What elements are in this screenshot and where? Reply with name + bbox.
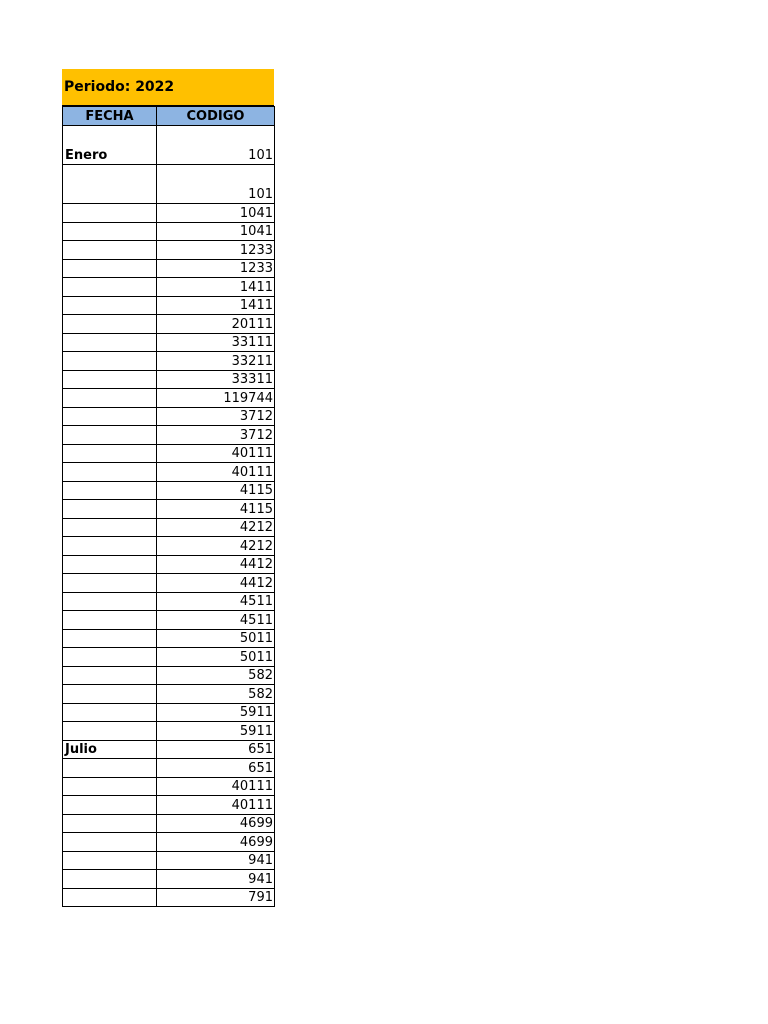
fecha-cell[interactable] bbox=[63, 463, 157, 482]
table-row bbox=[63, 389, 275, 408]
table-row bbox=[63, 333, 275, 352]
table-row bbox=[63, 426, 275, 445]
table-row bbox=[63, 241, 275, 260]
codigo-cell[interactable]: 4115 bbox=[157, 481, 275, 500]
table-row bbox=[63, 611, 275, 630]
table-row bbox=[63, 315, 275, 334]
codigo-cell[interactable]: 101 bbox=[157, 165, 275, 204]
codigo-cell[interactable]: 791 bbox=[157, 888, 275, 907]
codigo-cell[interactable]: 119744 bbox=[157, 389, 275, 408]
spreadsheet bbox=[62, 69, 274, 907]
table-row bbox=[63, 722, 275, 741]
table-row bbox=[63, 814, 275, 833]
codigo-cell[interactable]: 4115 bbox=[157, 500, 275, 519]
table-row bbox=[63, 888, 275, 907]
codigo-cell[interactable]: 40111 bbox=[157, 796, 275, 815]
table-row bbox=[63, 204, 275, 223]
fecha-cell[interactable] bbox=[63, 629, 157, 648]
codigo-cell[interactable]: 582 bbox=[157, 685, 275, 704]
fecha-cell[interactable] bbox=[63, 611, 157, 630]
table-row bbox=[63, 481, 275, 500]
codigo-cell[interactable]: 1411 bbox=[157, 296, 275, 315]
table-row bbox=[63, 296, 275, 315]
codigo-cell[interactable]: 4511 bbox=[157, 611, 275, 630]
table-row bbox=[63, 500, 275, 519]
header-row bbox=[63, 107, 275, 126]
table-row bbox=[63, 796, 275, 815]
fecha-cell[interactable] bbox=[63, 165, 157, 204]
fecha-cell[interactable] bbox=[63, 796, 157, 815]
table-row bbox=[63, 537, 275, 556]
fecha-cell[interactable] bbox=[63, 222, 157, 241]
codigo-cell[interactable]: 40111 bbox=[157, 777, 275, 796]
codigo-cell[interactable]: 651 bbox=[157, 740, 275, 759]
codigo-cell[interactable]: 1233 bbox=[157, 259, 275, 278]
fecha-cell[interactable] bbox=[63, 278, 157, 297]
table-row bbox=[63, 165, 275, 204]
fecha-cell[interactable] bbox=[63, 592, 157, 611]
codigo-cell[interactable]: 4699 bbox=[157, 833, 275, 852]
codigo-cell[interactable]: 651 bbox=[157, 759, 275, 778]
fecha-cell[interactable] bbox=[63, 648, 157, 667]
codigo-cell[interactable]: 40111 bbox=[157, 463, 275, 482]
codigo-cell[interactable]: 40111 bbox=[157, 444, 275, 463]
fecha-cell[interactable] bbox=[63, 296, 157, 315]
table-row bbox=[63, 592, 275, 611]
table-row bbox=[63, 648, 275, 667]
table-row bbox=[63, 278, 275, 297]
codigo-cell[interactable]: 4212 bbox=[157, 518, 275, 537]
fecha-cell[interactable] bbox=[63, 389, 157, 408]
fecha-cell[interactable] bbox=[63, 500, 157, 519]
table-row bbox=[63, 629, 275, 648]
fecha-cell[interactable] bbox=[63, 666, 157, 685]
codigo-header: CODIGO bbox=[157, 107, 275, 126]
fecha-cell[interactable] bbox=[63, 481, 157, 500]
table-row bbox=[63, 870, 275, 889]
fecha-cell[interactable] bbox=[63, 888, 157, 907]
codigo-cell[interactable]: 5911 bbox=[157, 722, 275, 741]
codigo-cell[interactable]: 582 bbox=[157, 666, 275, 685]
codigo-cell[interactable]: 4699 bbox=[157, 814, 275, 833]
table-row bbox=[63, 370, 275, 389]
codigo-cell[interactable]: 1233 bbox=[157, 241, 275, 260]
fecha-cell[interactable] bbox=[63, 333, 157, 352]
codigo-cell[interactable]: 1411 bbox=[157, 278, 275, 297]
codigo-cell[interactable]: 5011 bbox=[157, 648, 275, 667]
codigo-cell[interactable]: 4412 bbox=[157, 555, 275, 574]
codigo-cell[interactable]: 1041 bbox=[157, 222, 275, 241]
fecha-cell[interactable] bbox=[63, 722, 157, 741]
codigo-cell[interactable]: 4511 bbox=[157, 592, 275, 611]
table-row bbox=[63, 777, 275, 796]
fecha-cell[interactable] bbox=[63, 315, 157, 334]
fecha-cell[interactable] bbox=[63, 574, 157, 593]
fecha-cell[interactable] bbox=[63, 241, 157, 260]
table-row bbox=[63, 574, 275, 593]
codigo-cell[interactable]: 3712 bbox=[157, 407, 275, 426]
table-row bbox=[63, 759, 275, 778]
fecha-cell[interactable] bbox=[63, 259, 157, 278]
fecha-cell[interactable] bbox=[63, 518, 157, 537]
fecha-cell[interactable] bbox=[63, 777, 157, 796]
codigo-cell[interactable]: 4412 bbox=[157, 574, 275, 593]
table-row bbox=[63, 352, 275, 371]
fecha-cell[interactable] bbox=[63, 833, 157, 852]
table-row bbox=[63, 259, 275, 278]
fecha-cell[interactable] bbox=[63, 851, 157, 870]
fecha-cell[interactable] bbox=[63, 814, 157, 833]
table-row bbox=[63, 555, 275, 574]
table-row bbox=[63, 851, 275, 870]
table-row bbox=[63, 407, 275, 426]
fecha-cell[interactable] bbox=[63, 204, 157, 223]
fecha-cell[interactable] bbox=[63, 759, 157, 778]
table-row bbox=[63, 444, 275, 463]
table-row bbox=[63, 666, 275, 685]
codigo-cell[interactable]: 33311 bbox=[157, 370, 275, 389]
fecha-cell[interactable] bbox=[63, 444, 157, 463]
codigo-cell[interactable]: 101 bbox=[157, 126, 275, 165]
table-row bbox=[63, 685, 275, 704]
fecha-cell[interactable] bbox=[63, 426, 157, 445]
codigo-cell[interactable]: 33211 bbox=[157, 352, 275, 371]
table-row bbox=[63, 126, 275, 165]
codigo-cell[interactable]: 941 bbox=[157, 870, 275, 889]
fecha-cell[interactable] bbox=[63, 370, 157, 389]
fecha-cell[interactable] bbox=[63, 870, 157, 889]
fecha-cell[interactable]: Julio bbox=[63, 740, 157, 759]
fecha-header: FECHA bbox=[63, 107, 157, 126]
table-row bbox=[63, 222, 275, 241]
period-title: Periodo: 2022 bbox=[62, 69, 274, 106]
table-row bbox=[63, 703, 275, 722]
fecha-cell[interactable]: Enero bbox=[63, 126, 157, 165]
codigo-cell[interactable]: 4212 bbox=[157, 537, 275, 556]
table-row bbox=[63, 833, 275, 852]
fecha-cell[interactable] bbox=[63, 352, 157, 371]
codigo-cell[interactable]: 941 bbox=[157, 851, 275, 870]
codes-table bbox=[62, 106, 275, 907]
codigo-cell[interactable]: 3712 bbox=[157, 426, 275, 445]
table-row bbox=[63, 463, 275, 482]
fecha-cell[interactable] bbox=[63, 407, 157, 426]
codigo-cell[interactable]: 20111 bbox=[157, 315, 275, 334]
codigo-cell[interactable]: 5011 bbox=[157, 629, 275, 648]
fecha-cell[interactable] bbox=[63, 537, 157, 556]
fecha-cell[interactable] bbox=[63, 685, 157, 704]
table-row bbox=[63, 518, 275, 537]
codigo-cell[interactable]: 1041 bbox=[157, 204, 275, 223]
codigo-cell[interactable]: 33111 bbox=[157, 333, 275, 352]
codigo-cell[interactable]: 5911 bbox=[157, 703, 275, 722]
fecha-cell[interactable] bbox=[63, 703, 157, 722]
fecha-cell[interactable] bbox=[63, 555, 157, 574]
table-row bbox=[63, 740, 275, 759]
